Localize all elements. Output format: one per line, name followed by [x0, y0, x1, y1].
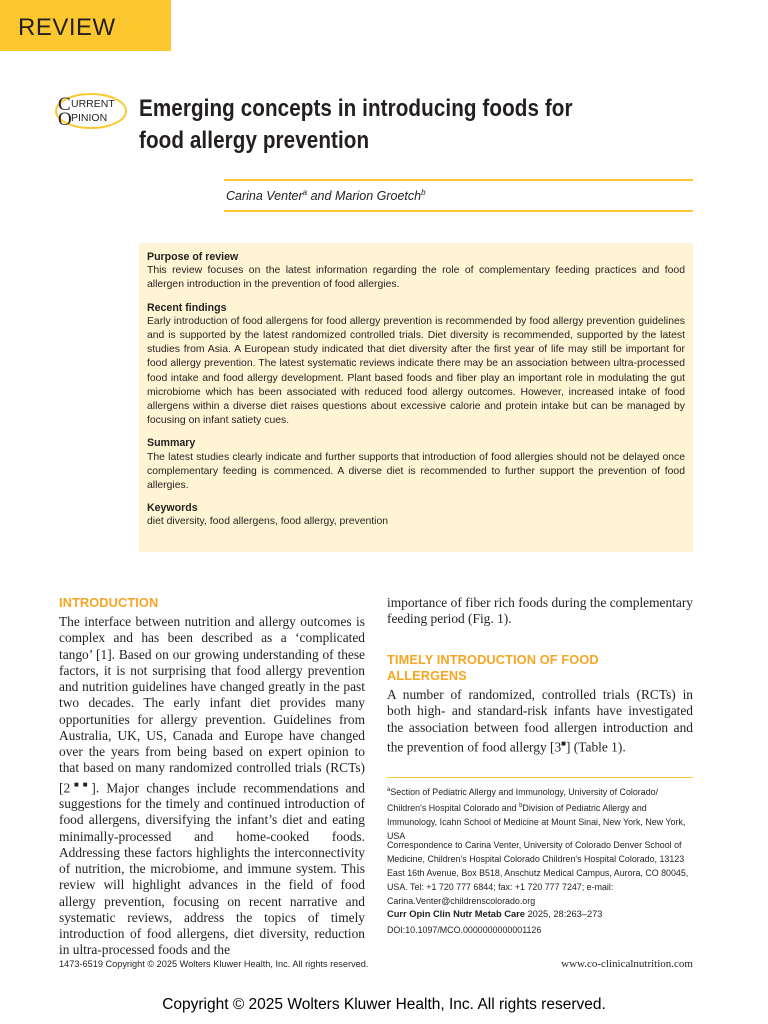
abstract-summary-text: The latest studies clearly indicate and further supports that introduction of food allergies should not be delayed once complementary feeding is commenced. A diverse diet is recommended to further support the prevention of food allergies. — [147, 451, 685, 492]
introduction-text-a: The interface between nutrition and allergy outcomes is complex and has been described as a ‘complicated tango’ [1]. Based on our growing understanding of these factors, it is not surprising that food allergy prevention and nutrition guidelines have changed greatly in the past two decades. The early infant diet provides many opportunities for allergy prevention. Guidelines from Australia, UK, US, Canada and Europe have changed over the years from being based on expert opinion to that based on many randomized controlled trials (RCTs) [2 — [59, 614, 365, 795]
timely-heading-line-2: ALLERGENS — [387, 668, 467, 683]
abstract-findings-heading: Recent findings — [147, 301, 227, 314]
doi: DOI:10.1097/MCO.0000000000001126 — [387, 925, 542, 935]
timely-introduction-heading — [387, 652, 599, 684]
journal-name: Curr Opin Clin Nutr Metab Care — [387, 909, 525, 919]
section-tag: REVIEW — [0, 0, 171, 51]
svg-text:C: C — [58, 94, 71, 115]
affiliation-mark: a — [387, 787, 391, 793]
author-affiliation-mark: b — [421, 188, 426, 197]
page-copyright: Copyright © 2025 Wolters Kluwer Health, Inc. All rights reserved. — [162, 996, 606, 1013]
abstract-box — [139, 243, 693, 552]
introduction-paragraph — [59, 614, 365, 959]
introduction-heading: INTRODUCTION — [59, 595, 159, 610]
abstract-findings-text: Early introduction of food allergens for food allergy prevention is recommended by food allergy prevention guidelines and is supported by the latest randomized controlled trials. Diet diversity is recommended, supported by the latest studies from Asia. A European study indicated that diet diversity after the first year of life may still be important for food allergy prevention. The latest systematic reviews indicate there may be an association between ultra-processed food intake and food allergy development. Plant based foods and fiber play an important role in modulating the gut microbiome which has been associated with reduced food allergy outcomes. However, increased intake of food allergens within a diverse diet raises questions about excessive calorie and protein intake but can be managed by focusing on infant satiety cues. — [147, 315, 685, 427]
affiliation-mark: b — [519, 802, 523, 809]
affiliations-footnote — [387, 783, 693, 843]
citation-marker: ■ — [561, 738, 566, 748]
abstract-purpose-text: This review focuses on the latest information regarding the role of complementary feeding practices and food allergen introduction in the prevention of food allergies. — [147, 265, 685, 291]
abstract-keywords-text: diet diversity, food allergens, food allergy, prevention — [147, 516, 389, 528]
timely-heading-line-1: TIMELY INTRODUCTION OF FOOD — [387, 652, 599, 667]
author-list — [226, 188, 426, 203]
affiliation-a: Section of Pediatric Allergy and Immunology, University of Colorado/ Children’s Hospital Colorado and — [387, 786, 659, 813]
timely-text-b: ] (Table 1). — [566, 739, 626, 755]
affiliation-b: Division of Pediatric Allergy and Immunology, Icahn School of Medicine at Mount Sinai, New York, New York, USA — [387, 802, 686, 841]
author-name: Marion Groetch — [334, 189, 422, 204]
correspondence-footnote: Correspondence to Carina Venter, University of Colorado Denver School of Medicine, Children’s Hospital Colorado Children’s Hospital Colorado, 13123 East 16th Avenue, Box B518, Anschutz Medical Campus, Aurora, CO 80045, USA. Tel: +1 720 777 6844; fax: +1 720 777 7247; e-mail: Carina.Venter@childrenscolorado.org — [387, 840, 689, 906]
svg-text:O: O — [58, 109, 72, 130]
abstract-keywords-heading: Keywords — [147, 502, 198, 515]
introduction-text-b: ]. Major changes include recommendations and suggestions for the timely and continued introduction of food allergens, diversifying the infant’s diet and eating minimally-processed and home-cooked foods. Addressing these factors highlights the interconnectivity of nutrition, the microbiome, and immune system. This review will highlight advances in the field of food allergy prevention, focusing on recent narrative and systematic reviews, address the topics of timely introduction of food allergens, diet diversity, reduction in ultra-processed foods and the — [59, 779, 365, 958]
author-name: Carina Venter — [226, 189, 303, 204]
journal-volume: 2025, 28:263–273 — [527, 909, 603, 919]
author-joiner: and — [310, 189, 332, 204]
footnote-rule — [387, 777, 693, 778]
authors-bottom-rule — [224, 210, 693, 212]
current-opinion-logo — [54, 92, 128, 130]
article-title: Emerging concepts in introducing foods for food allergy prevention — [139, 95, 573, 154]
timely-text-a: A number of randomized, controlled trials (RCTs) in both high- and standard-risk infants have investigated the association between food allergen introduction and the prevention of food allergy [3 — [387, 687, 693, 755]
issn-copyright: 1473-6519 Copyright © 2025 Wolters Kluwer Health, Inc. All rights reserved. — [59, 959, 369, 969]
journal-citation — [387, 909, 602, 919]
abstract-summary-heading: Summary — [147, 437, 196, 450]
author-affiliation-mark: a — [302, 188, 308, 197]
authors-top-rule — [224, 179, 693, 181]
introduction-continued: importance of fiber rich foods during the complementary feeding period (Fig. 1). — [387, 595, 693, 627]
abstract-purpose-heading: Purpose of review — [147, 251, 239, 263]
citation-marker: ■■ — [70, 779, 92, 789]
logo-bottom-text: PINION — [71, 112, 108, 124]
timely-introduction-paragraph — [387, 687, 693, 755]
logo-top-text: URRENT — [71, 98, 115, 110]
journal-website[interactable]: www.co-clinicalnutrition.com — [561, 958, 693, 970]
